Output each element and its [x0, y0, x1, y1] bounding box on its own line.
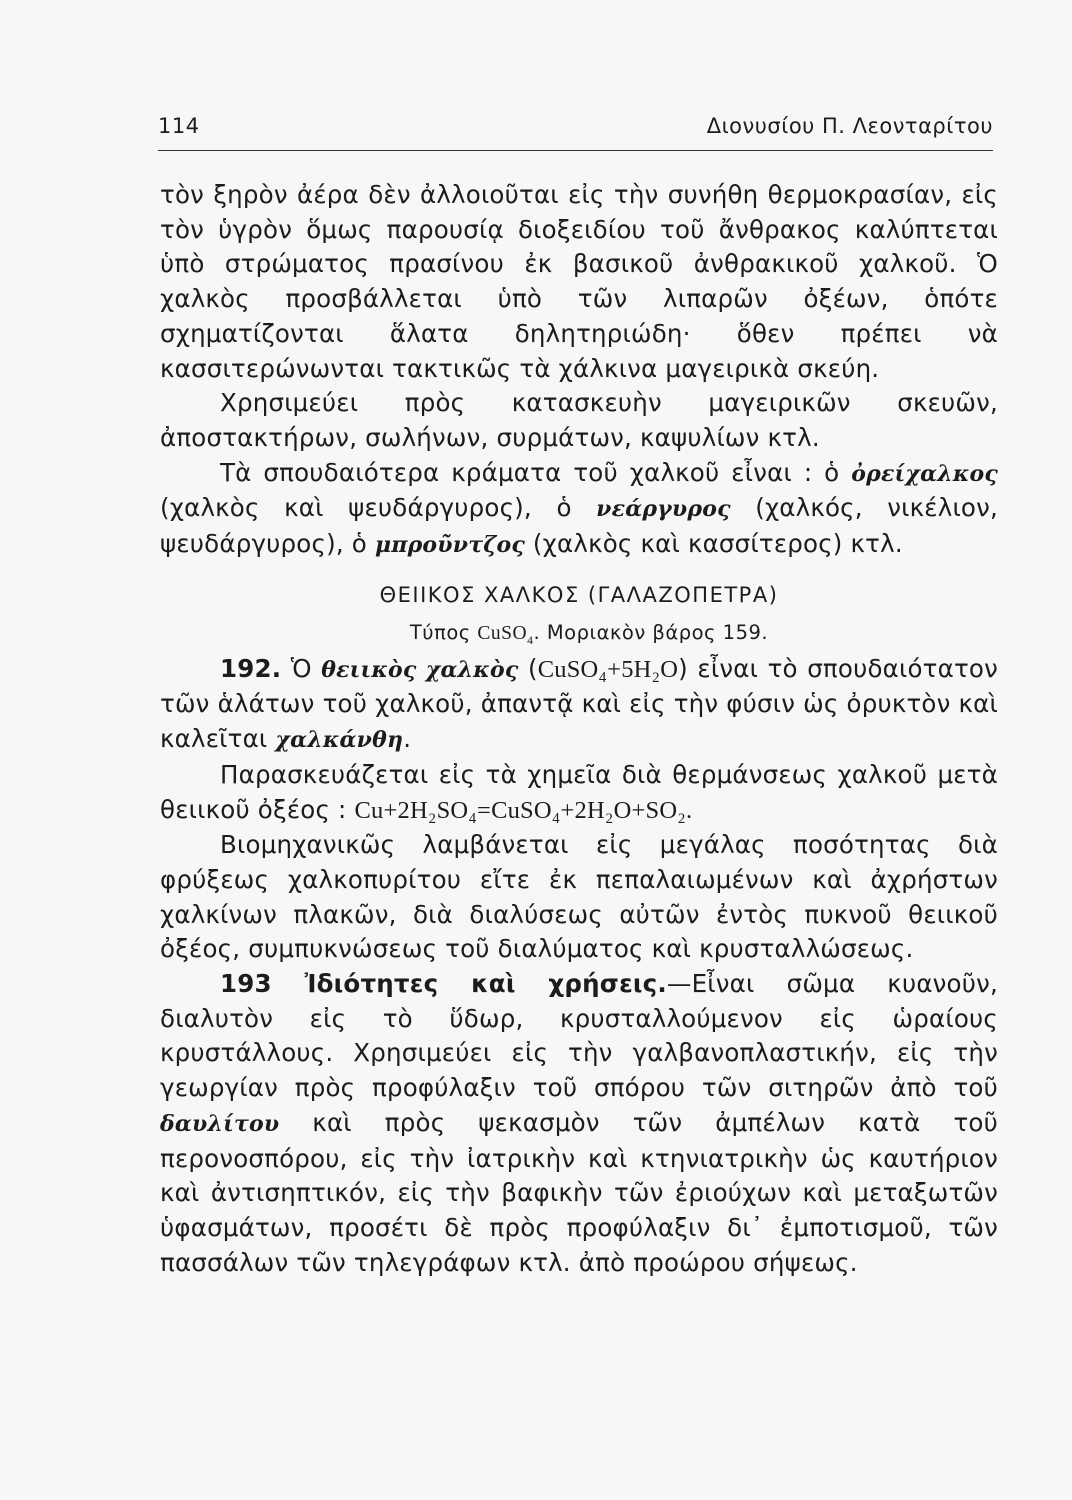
page-header — [158, 108, 993, 148]
paragraph-192 — [160, 652, 998, 758]
term-nickel-silver: νεάργυρος — [596, 496, 731, 523]
text-run: ) εἶναι τὸ σπουδαιότατον τῶν ἁλάτων τοῦ χαλκοῦ, ἀπαντᾷ καὶ εἰς τὴν φύσιν ὡς ὀρυκτὸν καὶ καλεῖται — [160, 653, 998, 754]
text-run: (χαλκὸς καὶ ψευδάργυρος), ὁ — [160, 493, 597, 523]
formula: CuSO — [477, 622, 528, 644]
section-number: 192. — [220, 653, 282, 683]
text-run: Τὰ σπουδαιότερα κράματα τοῦ χαλκοῦ εἶναι : ὁ — [220, 457, 852, 487]
chemical-equation: Cu+2H₂SO₄=CuSO₄+2H₂O+SO₂. — [354, 796, 693, 824]
molar-mass-text: . Μοριακὸν βάρος 159. — [533, 620, 769, 644]
text-run: ( — [518, 653, 538, 683]
paragraph-193 — [160, 967, 998, 1280]
section-number: 193 — [220, 969, 272, 999]
term-chalcanthite: χαλκάνθη — [275, 727, 404, 754]
text-run: Παρασκευάζεται εἰς τὰ χημεῖα διὰ θερμάνσεως χαλκοῦ μετὰ θειικοῦ ὀξέος : — [160, 759, 998, 824]
paragraph: τὸν ξηρὸν ἀέρα δὲν ἀλλοιοῦται εἰς τὴν συνήθη θερμοκρασίαν, εἰς τὸν ὑγρὸν ὅμως παρουσίᾳ διοξειδίου τοῦ ἄνθρακος καλύπτεται ὑπὸ στρώματος πρασίνου ἐκ βασικοῦ ἀνθρακικοῦ χαλκοῦ. Ὁ χαλκὸς προσβάλλεται ὑπὸ τῶν λιπαρῶν ὀξέων, ὁπότε σχηματίζονται ἅλατα δηλητηριώδη· ὅθεν πρέπει νὰ κασσιτερώνωνται τακτικῶς τὰ χάλκινα μαγειρικὰ σκεύη. — [160, 180, 998, 383]
formula-label: Τύπος — [409, 620, 478, 644]
chemical-formula: CuSO₄+5H₂O — [537, 655, 679, 683]
paragraph-preparation — [160, 758, 998, 828]
section-heading: ΘΕΙΙΚΟΣ ΧΑΛΚΟΣ (ΓΑΛΑΖΟΠΕΤΡΑ) — [379, 582, 779, 607]
paragraph-industrial: Βιομηχανικῶς λαμβάνεται εἰς μεγάλας ποσότητας διὰ φρύξεως χαλκοπυρίτου εἴτε ἐκ πεπαλαιωμένων καὶ ἀχρήστων χαλκίνων πλακῶν, διὰ διαλύσεως αὐτῶν ἐντὸς πυκνοῦ θειικοῦ ὀξέος, συμπυκνώσεως τοῦ διαλύματος καὶ κρυσταλλώσεως. — [160, 830, 998, 964]
section-title: Ἰδιότητες καὶ χρήσεις. — [271, 969, 667, 999]
header-rule — [158, 150, 993, 151]
text-run: (χαλκός, νικέλιον, ψευδάργυρος), ὁ — [160, 493, 998, 559]
text-run: Ὁ — [281, 653, 322, 683]
text-run: . — [403, 724, 412, 754]
text-run: καὶ πρὸς ψεκασμὸν τῶν ἀμπέλων κατὰ τοῦ περονοσπόρου, εἰς τὴν ἰατρικὴν καὶ κτηνιατρικὴν ὡς καυτήριον καὶ ἀντισηπτικόν, εἰς τὴν βαφικὴν τῶν ἐριούχων καὶ μεταξωτῶν ὑφασμάτων, προσέτι δὲ πρὸς προφύλαξιν δι᾽ ἐμποτισμοῦ, τῶν πασσάλων τῶν τηλεγράφων κτλ. ἀπὸ προώρου σήψεως. — [160, 1107, 998, 1277]
term-smut: δαυλίτου — [160, 1110, 280, 1137]
term-brass: ὀρείχαλκος — [851, 460, 998, 487]
formula-subscript: 4 — [527, 633, 534, 647]
term-bronze: μπροῦντζος — [374, 532, 525, 559]
paragraph: Χρησιμεύει πρὸς κατασκευὴν μαγειρικῶν σκευῶν, ἀποστακτήρων, σωλήνων, συρμάτων, καψυλίων κτλ. — [160, 388, 998, 452]
page-body — [160, 178, 998, 1280]
formula-caption — [180, 615, 998, 652]
term-copper-sulfate: θειικὸς χαλκὸς — [321, 656, 519, 683]
text-run: (χαλκὸς καὶ κασσίτερος) κτλ. — [524, 529, 903, 559]
page-number: 114 — [158, 114, 200, 138]
paragraph-alloys — [160, 456, 998, 563]
text-run: —Εἶναι σῶμα κυανοῦν, διαλυτὸν εἰς τὸ ὕδωρ, κρυσταλλούμενον εἰς ὡραίους κρυστάλλους. Χρησιμεύει εἰς τὴν γαλβανοπλαστικήν, εἰς τὴν γεωργίαν πρὸς προφύλαξιν τοῦ σπόρου τῶν σιτηρῶν ἀπὸ τοῦ — [160, 969, 998, 1103]
running-head-author: Διονυσίου Π. Λεονταρίτου — [706, 114, 993, 138]
